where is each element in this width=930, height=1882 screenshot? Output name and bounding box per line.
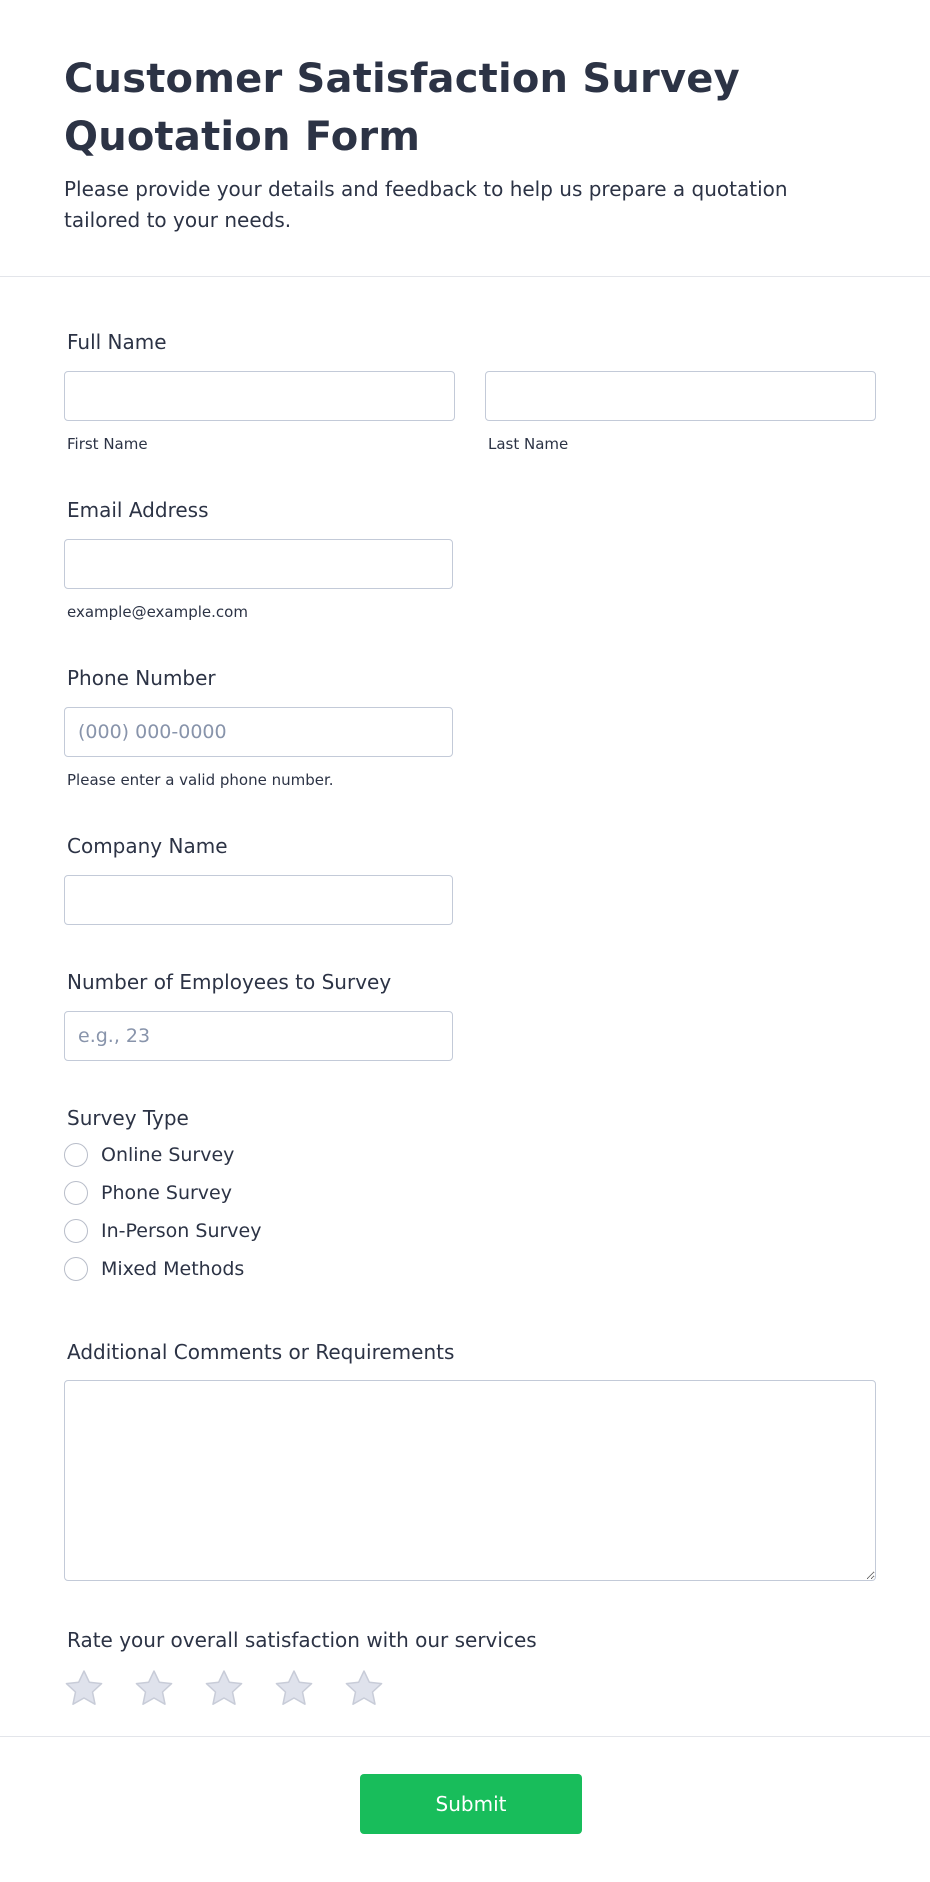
- phone-field: [64, 666, 453, 789]
- comments-textarea[interactable]: [64, 1380, 876, 1581]
- company-label: Company Name: [67, 834, 228, 858]
- form-footer: [0, 1736, 930, 1882]
- survey-type-option-mixed[interactable]: [64, 1250, 261, 1288]
- radio-button[interactable]: [64, 1257, 88, 1281]
- star-icon[interactable]: [344, 1669, 384, 1707]
- first-name-input[interactable]: [64, 371, 455, 421]
- survey-type-option-online[interactable]: [64, 1136, 261, 1174]
- survey-type-label: Survey Type: [67, 1106, 189, 1130]
- star-icon[interactable]: [274, 1669, 314, 1707]
- email-field: [64, 498, 453, 621]
- rating-field: [64, 1628, 537, 1707]
- radio-label: Online Survey: [101, 1144, 235, 1166]
- survey-type-field: [64, 1106, 261, 1288]
- company-input[interactable]: [64, 875, 453, 925]
- company-field: [64, 834, 453, 925]
- survey-type-option-in-person[interactable]: [64, 1212, 261, 1250]
- phone-label: Phone Number: [67, 666, 216, 690]
- form-header: [0, 0, 930, 277]
- star-icon[interactable]: [134, 1669, 174, 1707]
- full-name-field: [64, 330, 876, 453]
- full-name-label: Full Name: [67, 330, 167, 354]
- star-rating: [64, 1669, 537, 1707]
- email-input[interactable]: [64, 539, 453, 589]
- page-title: Customer Satisfaction Survey Quotation Form: [64, 56, 740, 160]
- email-label: Email Address: [67, 498, 209, 522]
- employees-input[interactable]: [64, 1011, 453, 1061]
- phone-sublabel: Please enter a valid phone number.: [67, 771, 334, 789]
- radio-button[interactable]: [64, 1181, 88, 1205]
- radio-label: Mixed Methods: [101, 1258, 245, 1280]
- first-name-sublabel: First Name: [67, 435, 148, 453]
- star-icon[interactable]: [64, 1669, 104, 1707]
- comments-label: Additional Comments or Requirements: [67, 1340, 455, 1364]
- employees-field: [64, 970, 453, 1061]
- radio-button[interactable]: [64, 1143, 88, 1167]
- comments-field: [64, 1340, 876, 1581]
- radio-label: In-Person Survey: [101, 1220, 262, 1242]
- last-name-sublabel: Last Name: [488, 435, 569, 453]
- survey-type-option-phone[interactable]: [64, 1174, 261, 1212]
- phone-input[interactable]: [64, 707, 453, 757]
- page-subtitle: Please provide your details and feedback to help us prepare a quotation tailored to your needs.: [64, 177, 788, 232]
- survey-type-options: [64, 1136, 261, 1288]
- radio-label: Phone Survey: [101, 1182, 232, 1204]
- submit-button[interactable]: Submit: [360, 1774, 582, 1834]
- radio-button[interactable]: [64, 1219, 88, 1243]
- star-icon[interactable]: [204, 1669, 244, 1707]
- employees-label: Number of Employees to Survey: [67, 970, 392, 994]
- rating-label: Rate your overall satisfaction with our services: [67, 1628, 537, 1652]
- last-name-input[interactable]: [485, 371, 876, 421]
- email-sublabel: example@example.com: [67, 603, 248, 621]
